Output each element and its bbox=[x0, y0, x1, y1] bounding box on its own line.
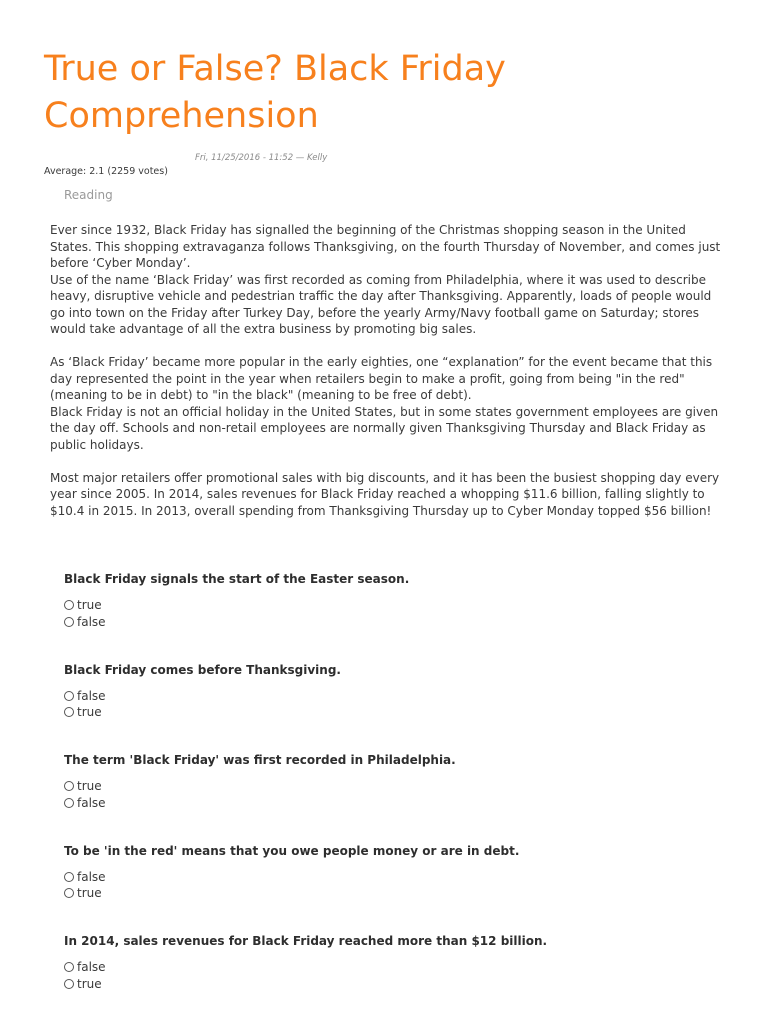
answer-option[interactable] bbox=[64, 597, 724, 614]
answer-option[interactable] bbox=[64, 778, 724, 795]
post-meta: Fri, 11/25/2016 - 11:52 — Kelly bbox=[195, 153, 328, 163]
article-paragraph: Most major retailers offer promotional sales with big discounts, and it has been the busiest shopping day every year since 2005. In 2014, sales revenues for Black Friday reached a whopping $11.6 billion, falling slightly to $10.4 in 2015. In 2013, overall spending from Thanksgiving Thursday up to Cyber Monday topped $56 billion! bbox=[50, 470, 720, 518]
question-text: To be 'in the red' means that you owe people money or are in debt. bbox=[64, 843, 520, 858]
category-link[interactable]: Reading bbox=[64, 188, 113, 202]
article-body bbox=[50, 222, 730, 519]
radio-button[interactable] bbox=[64, 707, 74, 717]
article-paragraph: Black Friday is not an official holiday in the United States, but in some states government employees are given the day off. Schools and non-retail employees are normally given Thanksgiving Thursday and Black Friday as public holidays. bbox=[50, 404, 719, 452]
radio-button[interactable] bbox=[64, 979, 74, 989]
question-1 bbox=[64, 572, 724, 663]
option-label: false bbox=[77, 614, 106, 629]
answer-option[interactable] bbox=[64, 688, 724, 705]
option-label: true bbox=[77, 976, 102, 991]
question-5 bbox=[64, 934, 724, 1024]
radio-button[interactable] bbox=[64, 691, 74, 701]
answer-option[interactable] bbox=[64, 704, 724, 721]
question-4 bbox=[64, 844, 724, 935]
option-label: true bbox=[77, 705, 102, 720]
answer-option[interactable] bbox=[64, 614, 724, 631]
question-2 bbox=[64, 663, 724, 754]
article-paragraph: As ‘Black Friday’ became more popular in the early eighties, one “explanation” for the event became that this day represented the point in the year when retailers begin to make a profit, going from being "in the red" (meaning to be in debt) to "in the black" (meaning to be free of debt). bbox=[50, 355, 713, 402]
radio-button[interactable] bbox=[64, 617, 74, 627]
rating-average: Average: 2.1 (2259 votes) bbox=[44, 166, 168, 177]
option-label: true bbox=[77, 886, 102, 901]
option-label: false bbox=[77, 960, 106, 975]
quiz bbox=[64, 572, 724, 1024]
radio-button[interactable] bbox=[64, 872, 74, 882]
question-text: Black Friday signals the start of the Easter season. bbox=[64, 572, 410, 586]
radio-button[interactable] bbox=[64, 600, 74, 610]
option-label: true bbox=[77, 779, 102, 794]
option-label: true bbox=[77, 598, 102, 613]
option-label: false bbox=[77, 869, 106, 884]
radio-button[interactable] bbox=[64, 781, 74, 791]
radio-button[interactable] bbox=[64, 962, 74, 972]
answer-option[interactable] bbox=[64, 885, 724, 902]
answer-option[interactable] bbox=[64, 959, 724, 976]
question-text: The term 'Black Friday' was first recorded in Philadelphia. bbox=[64, 753, 456, 767]
radio-button[interactable] bbox=[64, 888, 74, 898]
article-paragraph: Ever since 1932, Black Friday has signalled the beginning of the Christmas shopping season in the United States. This shopping extravaganza follows Thanksgiving, on the fourth Thursday of November, and comes just before ‘Cyber Monday’. bbox=[50, 223, 721, 270]
question-text: In 2014, sales revenues for Black Friday reached more than $12 billion. bbox=[64, 934, 548, 948]
answer-option[interactable] bbox=[64, 795, 724, 812]
question-3 bbox=[64, 753, 724, 844]
question-text: Black Friday comes before Thanksgiving. bbox=[64, 662, 341, 677]
radio-button[interactable] bbox=[64, 798, 74, 808]
option-label: false bbox=[77, 795, 106, 810]
answer-option[interactable] bbox=[64, 869, 724, 886]
answer-option[interactable] bbox=[64, 976, 724, 993]
article-paragraph: Use of the name ‘Black Friday’ was first recorded as coming from Philadelphia, where it was used to describe heavy, disruptive vehicle and pedestrian traffic the day after Thanksgiving. Apparently, loads of people would go into town on the Friday after Turkey Day, before the yearly Army/Navy football game on Saturday; stores would take advantage of all the extra business by promoting big sales. bbox=[50, 272, 712, 336]
page-title: True or False? Black Friday Comprehension bbox=[44, 49, 506, 136]
option-label: false bbox=[77, 688, 106, 703]
